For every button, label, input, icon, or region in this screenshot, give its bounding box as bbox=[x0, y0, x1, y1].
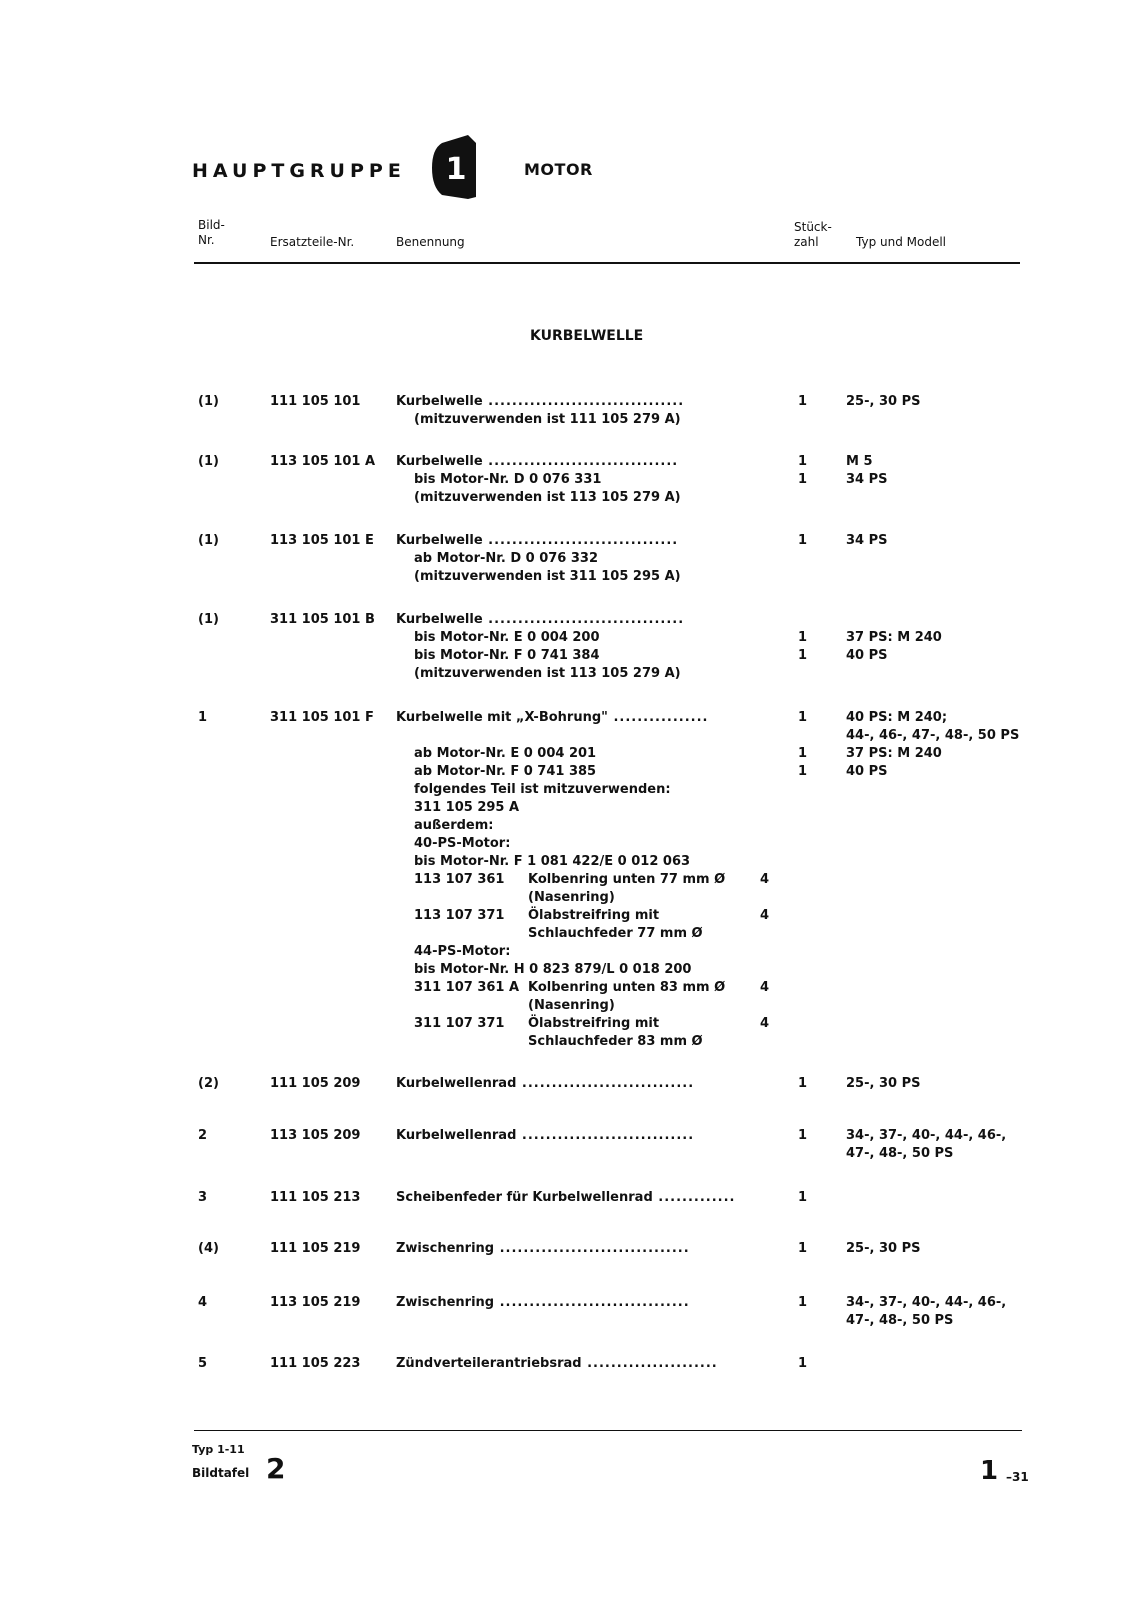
part-typ: 34-, 37-, 40-, 44-, 46-, bbox=[846, 1295, 1007, 1310]
part-note: (mitzuverwenden ist 111 105 279 A) bbox=[414, 412, 681, 427]
part-qty: 1 bbox=[798, 1295, 808, 1310]
part-typ: 44-, 46-, 47-, 48-, 50 PS bbox=[846, 728, 1020, 743]
group-label: HAUPTGRUPPE bbox=[192, 160, 406, 182]
col-bild-nr-2: Nr. bbox=[198, 233, 215, 247]
part-name: Zwischenring ................................ bbox=[396, 1241, 690, 1256]
part-sub-typ: 37 PS: M 240 bbox=[846, 630, 942, 645]
nested-part-name: Schlauchfeder 83 mm Ø bbox=[528, 1034, 703, 1049]
part-sub-typ: 40 PS bbox=[846, 648, 888, 663]
part-note: bis Motor-Nr. H 0 823 879/L 0 018 200 bbox=[414, 962, 692, 977]
nested-part-name: Ölabstreifring mit bbox=[528, 1016, 660, 1031]
part-sub: ab Motor-Nr. E 0 004 201 bbox=[414, 746, 597, 761]
col-stueckzahl-2: zahl bbox=[794, 235, 819, 249]
part-name: Zwischenring ................................ bbox=[396, 1295, 690, 1310]
footer-bildtafel-label: Bildtafel bbox=[192, 1466, 250, 1480]
nested-part-nr: 113 107 371 bbox=[414, 908, 505, 923]
part-sub-qty: 1 bbox=[798, 764, 808, 779]
section-title: KURBELWELLE bbox=[530, 328, 644, 344]
footer-rule bbox=[194, 1430, 1022, 1431]
part-nr: 311 105 101 F bbox=[270, 710, 374, 725]
part-qty: 1 bbox=[798, 394, 808, 409]
part-bild: (4) bbox=[198, 1241, 219, 1256]
nested-part-name: Kolbenring unten 83 mm Ø bbox=[528, 980, 726, 995]
part-bild: (1) bbox=[198, 454, 219, 469]
part-typ: 25-, 30 PS bbox=[846, 394, 921, 409]
part-bild: 3 bbox=[198, 1190, 208, 1205]
col-typ-modell: Typ und Modell bbox=[856, 235, 946, 249]
part-nr: 113 105 101 A bbox=[270, 454, 376, 469]
part-note: außerdem: bbox=[414, 818, 494, 833]
nested-part-qty: 4 bbox=[760, 872, 770, 887]
part-nr: 111 105 223 bbox=[270, 1356, 361, 1371]
part-sub-typ: 34 PS bbox=[846, 472, 888, 487]
part-note: (mitzuverwenden ist 311 105 295 A) bbox=[414, 569, 681, 584]
part-nr: 113 105 219 bbox=[270, 1295, 361, 1310]
nested-part-name: (Nasenring) bbox=[528, 890, 615, 905]
part-note: folgendes Teil ist mitzuverwenden: bbox=[414, 782, 671, 797]
part-sub-qty: 1 bbox=[798, 746, 808, 761]
group-number-badge bbox=[432, 135, 490, 201]
nested-part-name: Schlauchfeder 77 mm Ø bbox=[528, 926, 703, 941]
page-number-sub: –31 bbox=[1006, 1470, 1029, 1484]
part-bild: 2 bbox=[198, 1128, 208, 1143]
part-typ: 34 PS bbox=[846, 533, 888, 548]
part-typ: 47-, 48-, 50 PS bbox=[846, 1313, 954, 1328]
nested-part-qty: 4 bbox=[760, 980, 770, 995]
part-name: Kurbelwellenrad ............................. bbox=[396, 1128, 695, 1143]
part-bild: 1 bbox=[198, 710, 208, 725]
part-qty: 1 bbox=[798, 1356, 808, 1371]
part-sub: bis Motor-Nr. F 0 741 384 bbox=[414, 648, 600, 663]
part-nr: 113 105 209 bbox=[270, 1128, 361, 1143]
part-typ: 40 PS: M 240; bbox=[846, 710, 948, 725]
part-nr: 111 105 101 bbox=[270, 394, 361, 409]
nested-part-name: Ölabstreifring mit bbox=[528, 908, 660, 923]
part-sub-typ: 40 PS bbox=[846, 764, 888, 779]
nested-part-nr: 311 107 371 bbox=[414, 1016, 505, 1031]
footer-bildtafel-number: 2 bbox=[266, 1452, 286, 1485]
part-nr: 311 105 101 B bbox=[270, 612, 375, 627]
nested-part-qty: 4 bbox=[760, 1016, 770, 1031]
part-typ: 47-, 48-, 50 PS bbox=[846, 1146, 954, 1161]
part-qty: 1 bbox=[798, 1190, 808, 1205]
part-name: Kurbelwelle ................................ bbox=[396, 454, 679, 469]
part-name: Kurbelwelle mit „X-Bohrung" ................ bbox=[396, 710, 709, 725]
part-bild: (1) bbox=[198, 533, 219, 548]
part-typ: M 5 bbox=[846, 454, 873, 469]
part-nr: 113 105 101 E bbox=[270, 533, 374, 548]
part-sub: bis Motor-Nr. D 0 076 331 bbox=[414, 472, 602, 487]
part-sub-qty: 1 bbox=[798, 648, 808, 663]
nested-part-qty: 4 bbox=[760, 908, 770, 923]
part-typ: 34-, 37-, 40-, 44-, 46-, bbox=[846, 1128, 1007, 1143]
part-qty: 1 bbox=[798, 1076, 808, 1091]
part-note: ab Motor-Nr. D 0 076 332 bbox=[414, 551, 599, 566]
part-note: bis Motor-Nr. F 1 081 422/E 0 012 063 bbox=[414, 854, 691, 869]
part-typ: 25-, 30 PS bbox=[846, 1241, 921, 1256]
part-typ: 25-, 30 PS bbox=[846, 1076, 921, 1091]
col-benennung: Benennung bbox=[396, 235, 465, 249]
footer-typ: Typ 1-11 bbox=[192, 1443, 245, 1456]
group-name: MOTOR bbox=[524, 160, 593, 179]
part-nr: 111 105 213 bbox=[270, 1190, 361, 1205]
part-sub-qty: 1 bbox=[798, 472, 808, 487]
part-sub: bis Motor-Nr. E 0 004 200 bbox=[414, 630, 600, 645]
col-stueckzahl-1: Stück- bbox=[794, 220, 832, 234]
part-bild: (1) bbox=[198, 394, 219, 409]
nested-part-nr: 113 107 361 bbox=[414, 872, 505, 887]
part-name: Kurbelwellenrad ............................. bbox=[396, 1076, 695, 1091]
part-name: Kurbelwelle ................................. bbox=[396, 394, 685, 409]
part-name: Kurbelwelle ................................. bbox=[396, 612, 685, 627]
part-sub-typ: 37 PS: M 240 bbox=[846, 746, 942, 761]
nested-part-name: Kolbenring unten 77 mm Ø bbox=[528, 872, 726, 887]
part-name: Kurbelwelle ................................ bbox=[396, 533, 679, 548]
part-bild: (1) bbox=[198, 612, 219, 627]
part-bild: (2) bbox=[198, 1076, 219, 1091]
part-bild: 4 bbox=[198, 1295, 208, 1310]
part-note: 40-PS-Motor: bbox=[414, 836, 511, 851]
col-ersatzteile-nr: Ersatzteile-Nr. bbox=[270, 235, 355, 249]
part-qty: 1 bbox=[798, 454, 808, 469]
part-qty: 1 bbox=[798, 710, 808, 725]
nested-part-name: (Nasenring) bbox=[528, 998, 615, 1013]
part-sub-qty: 1 bbox=[798, 630, 808, 645]
part-qty: 1 bbox=[798, 1241, 808, 1256]
col-bild-nr-1: Bild- bbox=[198, 218, 225, 232]
part-note: (mitzuverwenden ist 113 105 279 A) bbox=[414, 490, 681, 505]
page-number-main: 1 bbox=[980, 1456, 999, 1486]
part-name: Zündverteilerantriebsrad ...................... bbox=[396, 1356, 718, 1371]
part-nr: 111 105 219 bbox=[270, 1241, 361, 1256]
part-note: 44-PS-Motor: bbox=[414, 944, 511, 959]
part-note: (mitzuverwenden ist 113 105 279 A) bbox=[414, 666, 681, 681]
part-nr: 111 105 209 bbox=[270, 1076, 361, 1091]
part-sub: ab Motor-Nr. F 0 741 385 bbox=[414, 764, 597, 779]
group-number: 1 bbox=[445, 152, 467, 187]
part-name: Scheibenfeder für Kurbelwellenrad ............. bbox=[396, 1190, 736, 1205]
part-bild: 5 bbox=[198, 1356, 208, 1371]
part-note: 311 105 295 A bbox=[414, 800, 520, 815]
header-rule bbox=[194, 262, 1020, 264]
nested-part-nr: 311 107 361 A bbox=[414, 980, 520, 995]
part-qty: 1 bbox=[798, 533, 808, 548]
part-qty: 1 bbox=[798, 1128, 808, 1143]
